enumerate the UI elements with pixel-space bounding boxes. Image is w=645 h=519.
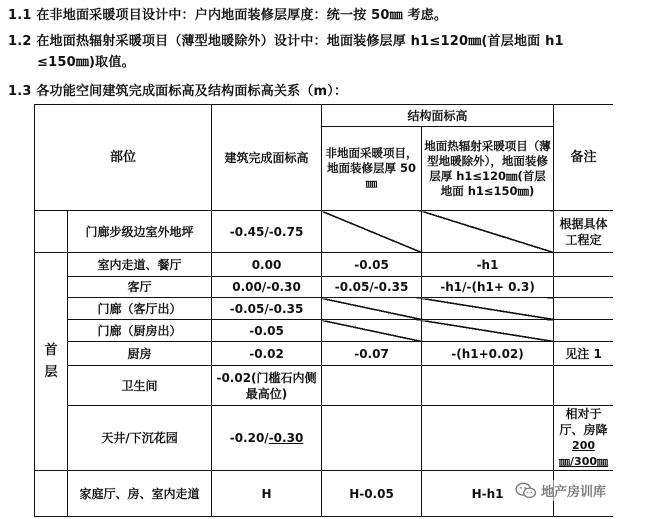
row-finish-part-a: -0.20/ <box>229 431 269 445</box>
table-row <box>35 406 614 471</box>
group-cell-empty <box>35 471 68 517</box>
row-non-heating: -0.05 <box>322 253 422 277</box>
header-location: 部位 <box>35 105 212 211</box>
row-finish: -0.02(门槛石内侧最高位) <box>212 366 322 406</box>
header-row <box>35 105 614 127</box>
diagonal-cell <box>322 298 422 320</box>
group-first-floor-label: 首层 <box>44 342 58 380</box>
diagonal-cell <box>422 211 554 253</box>
row-name: 客厅 <box>68 277 212 298</box>
row-non-heating: H-0.05 <box>322 471 422 517</box>
group-cell-empty <box>35 211 68 253</box>
row-remark <box>554 298 613 320</box>
row-name: 门廊步级边室外地坪 <box>68 211 212 253</box>
row-radiant: H-h1 <box>422 471 554 517</box>
row-name: 门廊（厨房出） <box>68 320 212 342</box>
diagonal-cell <box>322 320 422 342</box>
row-radiant: -h1 <box>422 253 554 277</box>
elevation-table-wrapper <box>34 104 613 519</box>
row-finish: -0.02 <box>212 342 322 366</box>
row-name: 室内走道、餐厅 <box>68 253 212 277</box>
row-remark <box>554 277 613 298</box>
diagonal-cell <box>322 211 422 253</box>
note-1-3: 1.3 各功能空间建筑完成面标高及结构面标高关系（m）： <box>8 84 348 99</box>
table-row <box>35 211 614 253</box>
row-remark: 根据具体工程定 <box>554 211 613 253</box>
row-finish-part-b: -0.30 <box>268 431 304 445</box>
table-row <box>35 277 614 298</box>
note-1-2: 1.2 在地面热辐射采暖项目（薄型地暖除外）设计中：地面装修层厚 h1≤120㎜(首层地面 h1 <box>8 34 564 49</box>
row-finish: 0.00 <box>212 253 322 277</box>
table-row <box>35 320 614 342</box>
watermark <box>512 480 609 501</box>
row-remark-part-b: 200㎜/300㎜ <box>559 439 609 468</box>
header-structure: 结构面标高 <box>322 105 554 127</box>
table-row <box>35 342 614 366</box>
row-name: 天井/下沉花园 <box>68 406 212 471</box>
watermark-text: 地产房训库 <box>541 485 607 500</box>
wechat-icon <box>515 482 537 500</box>
header-finish: 建筑完成面标高 <box>212 105 322 211</box>
row-name: 家庭厅、房、室内走道 <box>68 471 212 517</box>
row-remark <box>554 320 613 342</box>
table-row <box>35 253 614 277</box>
row-finish <box>212 406 322 471</box>
row-radiant <box>422 366 554 406</box>
row-finish: -0.05 <box>212 320 322 342</box>
row-non-heating: -0.07 <box>322 342 422 366</box>
row-name: 厨房 <box>68 342 212 366</box>
row-radiant: -h1/-(h1+ 0.3) <box>422 277 554 298</box>
diagonal-cell <box>422 320 554 342</box>
row-non-heating: -0.05/-0.35 <box>322 277 422 298</box>
row-radiant: -(h1+0.02) <box>422 342 554 366</box>
row-name: 卫生间 <box>68 366 212 406</box>
row-finish: H <box>212 471 322 517</box>
row-remark <box>554 366 613 406</box>
note-1-2-continued: ≤150㎜)取值。 <box>37 55 135 70</box>
row-radiant <box>422 406 554 471</box>
row-finish: 0.00/-0.30 <box>212 277 322 298</box>
diagonal-cell <box>422 298 554 320</box>
group-first-floor <box>35 253 68 471</box>
row-non-heating <box>322 366 422 406</box>
header-non-heating: 非地面采暖项目，地面装修层厚 50㎜ <box>322 127 422 211</box>
row-remark: 见注 1 <box>554 342 613 366</box>
elevation-table <box>34 104 613 517</box>
table-row <box>35 298 614 320</box>
row-remark <box>554 253 613 277</box>
row-finish: -0.05/-0.35 <box>212 298 322 320</box>
row-name: 门廊（客厅出） <box>68 298 212 320</box>
note-1-1: 1.1 在非地面采暖项目设计中：户内地面装修层厚度：统一按 50㎜ 考虑。 <box>8 8 448 23</box>
row-non-heating <box>322 406 422 471</box>
header-remarks: 备注 <box>554 105 613 211</box>
row-finish: -0.45/-0.75 <box>212 211 322 253</box>
table-row <box>35 366 614 406</box>
header-radiant: 地面热辐射采暖项目（薄型地暖除外），地面装修层厚 h1≤120㎜(首层地面 h1≤150㎜) <box>422 127 554 211</box>
row-remark-part-a: 相对于厅、房降 <box>559 407 608 437</box>
row-remark <box>554 406 613 471</box>
